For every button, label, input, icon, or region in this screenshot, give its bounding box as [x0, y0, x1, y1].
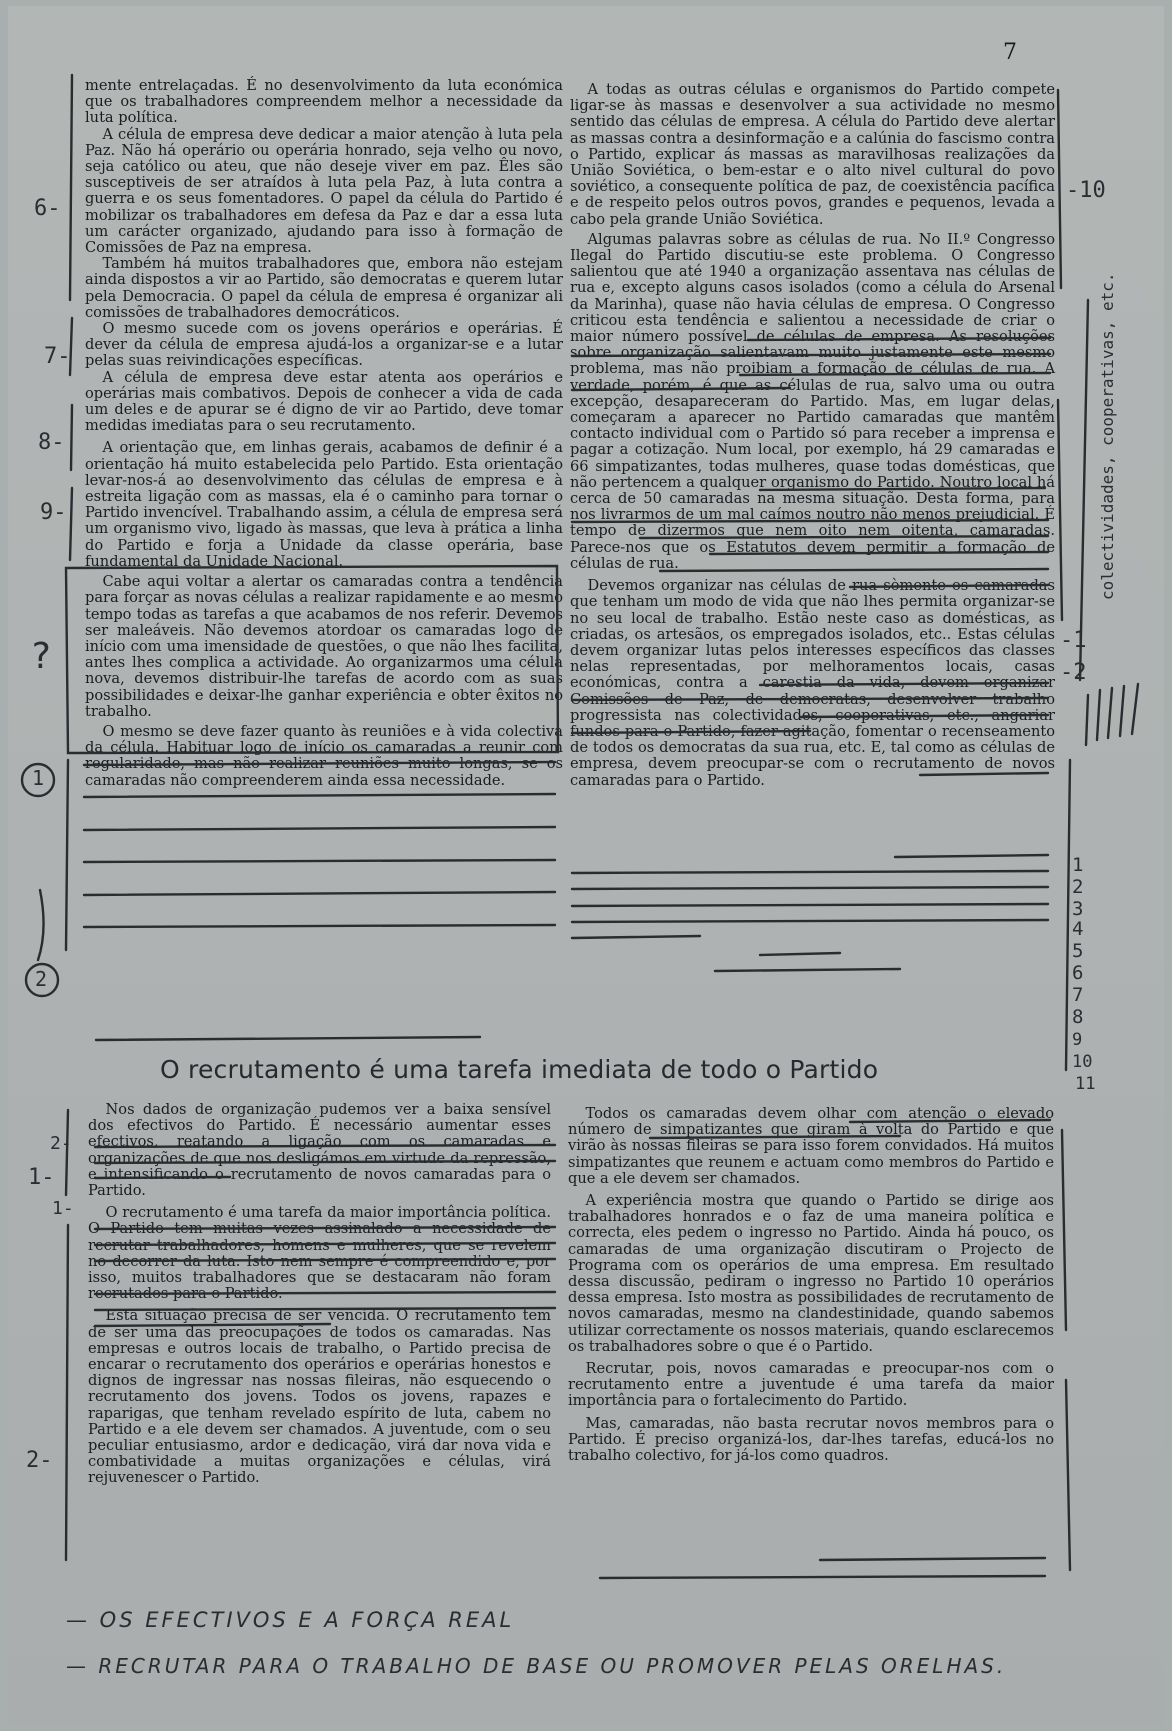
margin-note: ?	[30, 636, 52, 677]
paragraph: O mesmo sucede com os jovens operários e operárias. É dever da célula de empresa ajudá-los a organizar-se e a lutar pelas suas reivindicações específicas.	[85, 320, 563, 370]
margin-note: 2	[1072, 876, 1084, 898]
paragraph: Esta situação precisa de ser vencida. O recrutamento tem de ser uma das preocupações de todos os camaradas. Nas empresas e outros locais de trabalho, o Partido precisa de encarar o recrutamento dos operários e operárias honestos e dignos de ingressar nas nossas fileiras, não esquecendo o recrutamento dos jovens. Todos os jovens, rapazes e raparigas, que tenham revelado espírito de luta, cabem no Partido e a ele devem ser chamados. A juventude, com o seu peculiar entusiasmo, ardor e dedicação, virá dar nova vida e combatividade a muitas organizações e células, virá rejuvenescer o Partido.	[88, 1307, 551, 1487]
page-number: 7	[1003, 40, 1017, 65]
margin-note: 9-	[40, 500, 67, 525]
margin-note: 10	[1072, 1052, 1093, 1072]
underline	[600, 1120, 1050, 1578]
paragraph: A experiência mostra que quando o Partido se dirige aos trabalhadores honrados e o faz de uma maneira política e correcta, eles pedem o ingresso no Partido. Ainda há pouco, os camaradas de uma organização discutiram o Projecto de Programa com os operários de uma empresa. Em resultado dessa discussão, pediram o ingresso no Partido 10 operários dessa empresa. Isto mostra as possibilidades de recrutamento de novos camaradas, mesmo na clandestinidade, quando sabemos utilizar correctamente os nossos materiais, quando esclarecemos os trabalhadores sobre o que é o Partido.	[568, 1192, 1054, 1355]
footer-handwritten-note: — RECRUTAR PARA O TRABALHO DE BASE OU PROMOVER PELAS ORELHAS.	[66, 1654, 1007, 1678]
paragraph-box	[66, 566, 558, 753]
margin-note: 1	[32, 766, 45, 790]
margin-note: 6	[1072, 962, 1084, 984]
margin-note-vertical: colectividades, cooperativas, etc.	[1098, 272, 1117, 600]
margin-note: -2	[1060, 660, 1087, 685]
paragraph: mente entrelaçadas. É no desenvolvimento da luta económica que os trabalhadores compreendem melhor a necessidade da luta política.	[85, 77, 563, 127]
paragraph: Cabe aqui voltar a alertar os camaradas contra a tendência para forçar as novas células a realizar rapidamente e ao mesmo tempo todas as tarefas a que acabamos de nos referir. Devemos ser maleáveis. Não devemos atordoar os camaradas logo de início com uma imensidade de questões, o que não lhes facilita, antes lhes complica a actividade. Ao organizarmos uma célula nova, devemos distribuir-lhe tarefas de acordo com as suas possibilidades e deixar-lhe ganhar experiência e obter êxitos no trabalho.	[85, 573, 563, 720]
margin-note: 6-	[34, 196, 61, 221]
margin-bracket	[70, 488, 72, 560]
margin-note: 7	[1072, 984, 1084, 1006]
paragraph: Mas, camaradas, não basta recrutar novos membros para o Partido. É preciso organizá-los, dar-lhes tarefas, educá-los no trabalho colectivo, for já-los como quadros.	[568, 1414, 1054, 1465]
footer-handwritten-note: — OS EFECTIVOS E A FORÇA REAL	[66, 1608, 515, 1632]
margin-note: 8-	[38, 430, 65, 455]
paragraph: O mesmo se deve fazer quanto às reuniões e à vida colectiva da célula. Habituar logo de início os camaradas a reunir com regularidade, mas não realizar reuniões muito longas, se os camaradas não compreenderem ainda essa necessidade.	[85, 722, 563, 789]
margin-bracket	[1066, 1380, 1070, 1570]
margin-note: 4	[1072, 918, 1084, 940]
margin-note: 1-	[52, 1198, 74, 1219]
margin-note: 7-	[44, 344, 71, 369]
paragraph: O recrutamento é uma tarefa da maior importância política. O Partido tem muitas vezes assinalado a necessidade de recrutar trabalhadores, homens e mulheres, que se revelem no decorrer da luta. Isto nem sempre é compreendido e, por isso, muitos trabalhadores que se destacaram não foram recrutados para o Partido.	[88, 1204, 551, 1303]
margin-note: 3	[1072, 898, 1084, 920]
paragraph: A orientação que, em linhas gerais, acabamos de definir é a orientação há muito estabelecida pelo Partido. Esta orientação levar-nos-á ao desenvolvimento das células de empresa e à estreita ligação com as massas, ela é o caminho para tornar o Partido invencível. Trabalhando assim, a célula de empresa será um organismo vivo, ligado às massas, que leva à prática a linha do Partido e forja a Unidade da classe operária, base fundamental da Unidade Nacional.	[85, 439, 563, 570]
margin-note: 2-	[26, 1448, 53, 1473]
paragraph: A célula de empresa deve estar atenta aos operários e operárias mais combativos. Depois de conhecer a vida de cada um deles e de apurar se é digno de vir ao Partido, deve tomar medidas imediatas para o seu recrutamento.	[85, 368, 563, 435]
margin-note: 2-	[50, 1133, 72, 1154]
underline	[84, 762, 555, 927]
margin-bracket	[71, 405, 72, 470]
margin-note: 8	[1072, 1006, 1084, 1028]
margin-note: 9	[1072, 1030, 1083, 1050]
tally-marks	[1086, 684, 1138, 745]
margin-note: 2	[35, 967, 48, 991]
margin-bracket	[1062, 1130, 1066, 1330]
margin-bracket	[1080, 300, 1088, 680]
section-title: O recrutamento é uma tarefa imediata de todo o Partido	[160, 1055, 879, 1084]
underline	[572, 338, 1050, 733]
paragraph: Recrutar, pois, novos camaradas e preocupar-nos com o recrutamento entre a juventude é uma tarefa da maior importância para o fortalecimento do Partido.	[568, 1360, 1054, 1410]
paragraph: A célula de empresa deve dedicar a maior atenção à luta pela Paz. Não há operário ou operária honrado, seja velho ou novo, seja católico ou ateu, que não deseje viver em paz. Êles são susceptiveis de ser atraídos à luta pela Paz, à luta contra a guerra e os seus fomentadores. O papel da célula do Partido é mobilizar os trabalhadores em defesa da Paz e dar a essa luta um carácter organizado, ajudando para isso à formação de Comissões de Paz na empresa.	[85, 125, 563, 257]
margin-note: 1-	[28, 1165, 55, 1190]
paragraph: Devemos organizar nas células de rua sòmente os camaradas que tenham um modo de vida que não lhes permita organizar-se no seu local de trabalho. Estão neste caso as domésticas, as criadas, os artesãos, os empregados isolados, etc.. Estas células devem organizar lutas pelos interesses específicos das classes nelas representadas, por melhoramentos locais, casas económicas, contra a carestia da vida, devem organizar Comissões de Paz, de democratas, desenvolver trabalho progressista nas colectividades, cooperativas, etc., angariar fundos para o Partido, fazer agitação, fomentar o recenseamento de todos os democratas da sua rua, etc. E, tal como as células de empresa, devem preocupar-se com o recrutamento de novos camaradas para o Partido.	[570, 577, 1055, 789]
margin-bracket	[66, 1225, 68, 1560]
paragraph: A todas as outras células e organismos do Partido compete ligar-se às massas e desenvolver a sua actividade no mesmo sentido das células de empresa. A célula do Partido deve alertar as massas contra a desinformação e a calúnia do fascismo contra o Partido, explicar ás massas as maravilhosas realizações da União Soviética, o bem-estar e o alto nivel cultural do povo soviético, a consequente política de paz, de coexistência pacífica e de respeito pelos outros povos, grandes e pequenos, levada a cabo pela grande União Soviética.	[570, 81, 1055, 228]
arrow	[38, 890, 44, 960]
margin-note: 1	[1072, 854, 1084, 876]
margin-note: 11	[1075, 1074, 1096, 1094]
paragraph: Todos os camaradas devem olhar com atenção o elevado número de simpatizantes que giram à volta do Partido e que virão às nossas fileiras se para isso forem convidados. Há muitos simpatizantes que reunem e actuam como membros do Partido e que a ele devem ser chamados.	[568, 1105, 1054, 1187]
margin-bracket	[1066, 760, 1070, 1070]
paragraph: Também há muitos trabalhadores que, embora não estejam ainda dispostos a vir ao Partido, são democratas e querem lutar pela Democracia. O papel da célula de empresa é organizar ali comissões de trabalhadores democráticos.	[85, 255, 563, 321]
margin-bracket	[1058, 90, 1061, 288]
margin-note: 5	[1072, 940, 1084, 962]
underline	[572, 773, 1048, 971]
margin-note: -10	[1066, 178, 1106, 203]
margin-bracket	[66, 760, 68, 950]
margin-bracket	[70, 75, 72, 300]
margin-bracket	[1058, 400, 1062, 620]
paragraph: Algumas palavras sobre as células de rua. No II.º Congresso Ilegal do Partido discutiu-se este problema. O Congresso salientou que até 1940 a organização assentava nas células de rua e, excepto alguns casos isolados (como a célula do Arsenal da Marinha), quase não havia células de empresa. O Congresso criticou esta tendência e salientou a necessidade de criar o maior número possível de células de empresa. As resoluções sobre organização salientavam muito justamente este mesmo problema, mas não proibiam a formação de células de rua. A verdade, porém, é que as células de rua, salvo uma ou outra excepção, desapareceram do Partido. Mas, em lugar delas, começaram a aparecer no Partido camaradas que mantêm contacto individual com o Partido só para receber a imprensa e pagar a cotização. Num local, por exemplo, há 29 camaradas e 66 simpatizantes, todas mulheres, quase todas domésticas, que não pertencem a qualquer organismo do Partido. Noutro local há cerca de 50 camaradas na mesma situação. Desta forma, para nos livrarmos de um mal caímos noutro não menos prejudicial. É tempo de dizermos que nem oito nem oitenta, camaradas. Parece-nos que os Estatutos devem permitir a formação de células de rua.	[570, 230, 1055, 572]
underline	[96, 1037, 480, 1040]
paragraph: Nos dados de organização pudemos ver a baixa sensível dos efectivos do Partido. É necessário aumentar esses efectivos, reatando a ligação com os camaradas e organizações de que nos desligámos em virtude da repressão, e intensificando o recrutamento de novos camaradas para o Partido.	[88, 1101, 551, 1200]
underline	[95, 1145, 555, 1326]
margin-note: -1	[1060, 628, 1087, 653]
